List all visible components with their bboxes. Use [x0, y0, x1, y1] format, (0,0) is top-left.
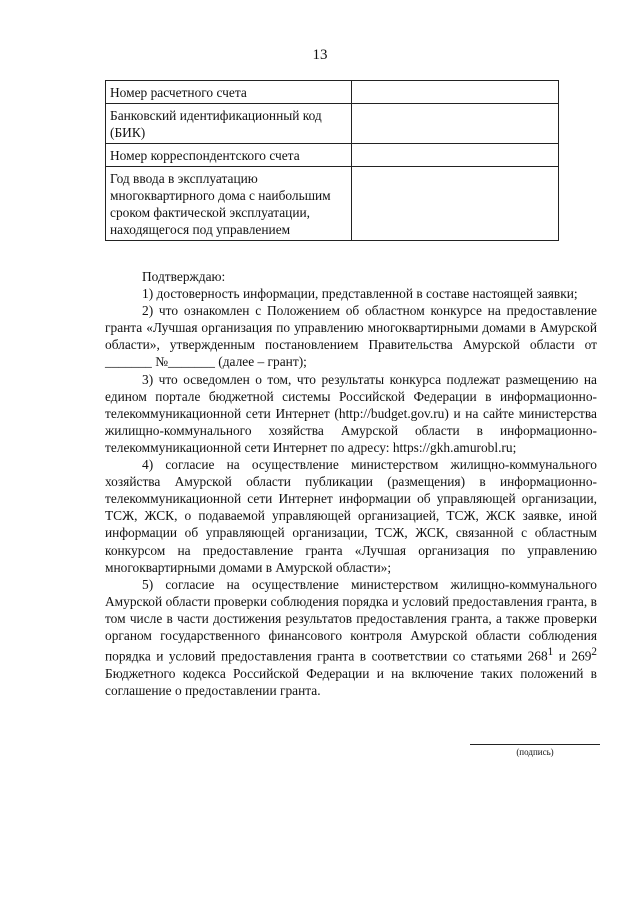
table-cell-value	[352, 167, 559, 241]
item-2-text: 2) что ознакомлен с Положением об областном конкурсе на предоставление гранта «Лучшая организация по управлению многоквартирными домами в Амурской области», утвержденным постановлением Правительства Амурской области от	[105, 303, 597, 353]
table-row	[106, 104, 559, 144]
confirmation-item-5	[105, 576, 597, 699]
superscript: 2	[591, 646, 597, 659]
table-cell-label: Номер расчетного счета	[106, 81, 352, 104]
confirmation-intro: Подтверждаю:	[142, 269, 226, 284]
confirmation-item-3: 3) что осведомлен о том, что результаты конкурса подлежат размещению на едином портале бюджетной системы Российской Федерации в информационно-телекоммуникационной сети Интернет (http://budget.gov.ru) и на сайте министерства жилищно-коммунального хозяйства Амурской области в информационно-телекоммуникационной сети Интернет по адресу: https://gkh.amurobl.ru;	[105, 371, 597, 455]
number-sign: №	[155, 354, 169, 370]
signature-caption: (подпись)	[516, 747, 554, 757]
table-cell-label: Номер корреспондентского счета	[106, 144, 352, 167]
confirmation-section	[105, 268, 597, 699]
table-row	[106, 144, 559, 167]
page-number: 13	[312, 47, 328, 63]
date-blank: _______	[105, 354, 152, 370]
table-cell-label: Год ввода в эксплуатацию многоквартирного дома с наибольшим сроком фактической эксплуатации, находящегося под управлением	[106, 167, 352, 241]
signature-line	[470, 744, 600, 745]
confirmation-item-2	[105, 302, 597, 370]
table-cell-value	[352, 144, 559, 167]
table-cell-value	[352, 81, 559, 104]
table-cell-value	[352, 104, 559, 144]
number-blank: _______	[168, 354, 215, 370]
table-row	[106, 167, 559, 241]
item-2-tail: (далее – грант);	[218, 354, 307, 370]
confirmation-item-1: 1) достоверность информации, представленной в составе настоящей заявки;	[142, 286, 578, 302]
confirmation-item-4: 4) согласие на осуществление министерством жилищно-коммунального хозяйства Амурской области публикации (размещения) в информационно-телекоммуникационной сети Интернет информации об управляющей организации, ТСЖ, ЖСК, о подаваемой управляющей организацией, ТСЖ, ЖСК заявке, иной информации об управляющей организации, ТСЖ, ЖСК, связанной с областным конкурсом на предоставление гранта «Лучшая организация по управлению многоквартирными домами в Амурской области»;	[105, 457, 597, 575]
superscript: 1	[547, 646, 554, 659]
bank-details-table	[105, 80, 559, 241]
item-5-text: 5) согласие на осуществление министерством жилищно-коммунального Амурской области проверки соблюдения порядка и условий предоставления гранта, в том числе в части достижения результатов предоставления гранта, а также проверки органом государственного финансового контроля Амурской области соблюдения порядка и условий предоставления гранта в соответствии со статьями 268	[105, 576, 597, 664]
item-5-tail: Бюджетного кодекса Российской Федерации и на включение таких положений в соглашение о предоставлении гранта.	[105, 665, 597, 698]
item-5-mid: и 269	[553, 648, 592, 664]
table-cell-label: Банковский идентификационный код (БИК)	[106, 104, 352, 144]
table-row	[106, 81, 559, 104]
